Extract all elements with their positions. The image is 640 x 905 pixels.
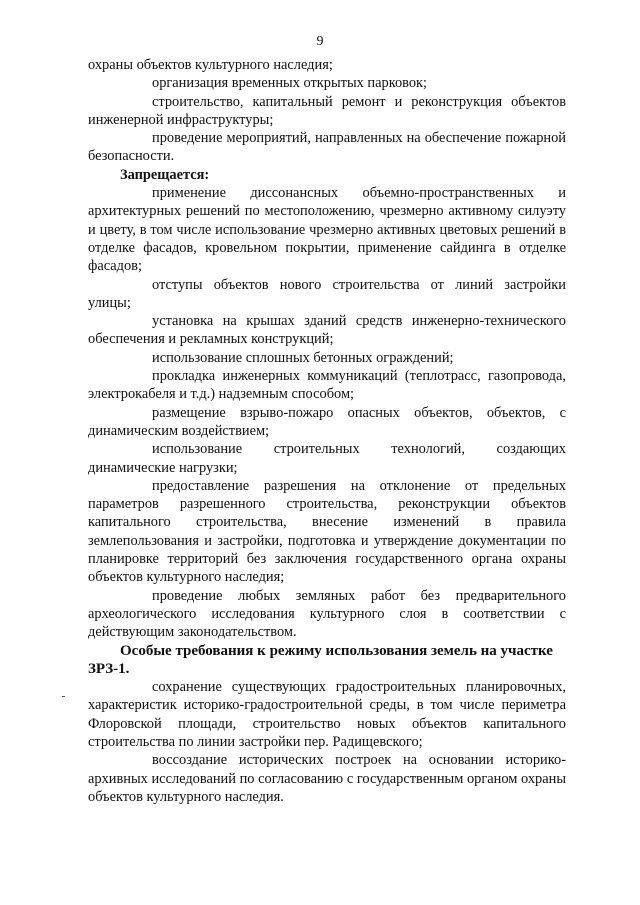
heading-prohibited: Запрещается: — [120, 166, 210, 183]
prohibited-item: использование сплошных бетонных ограждений; — [152, 349, 454, 366]
prohibited-item: применение диссонансных объемно-пространственных и архитектурных решений по местоположению, чрезмерно активному силуэту и цвету, в том числе использование чрезмерно активных цветовых решений в отделке фасадов, кровельном покрытии, применение сайдинга в отделке фасадов; — [88, 185, 566, 275]
prohibited-item: отступы объектов нового строительства от линий застройки улицы; — [88, 276, 566, 311]
prohibited-item: размещение взрыво-пожаро опасных объектов, объектов, с динамическим воздействием; — [88, 404, 566, 439]
page-number: 9 — [316, 34, 324, 49]
special-item: сохранение существующих градостроительных планировочных, характеристик историко-градостроительной среды, в том числе периметра Флоровской площади, строительство новых объектов капитального строительства по линии застройки пер. Радищевского; — [88, 679, 566, 750]
prohibited-item: предоставление разрешения на отклонение от предельных параметров разрешенного строительства, реконструкции объектов капитального строительства, внесение изменений в правила землепользования и застройки, подготовка и утверждение документации по планировке территорий без заключения государственного органа охраны объектов культурного наследия; — [88, 477, 566, 586]
document-body — [88, 56, 566, 806]
list-item-parking: организация временных открытых парковок; — [152, 75, 428, 92]
prohibited-item: прокладка инженерных коммуникаций (теплотрасс, газопровода, электрокабеля и т.д.) надземным способом; — [88, 368, 566, 403]
paragraph-continuation: охраны объектов культурного наследия; — [88, 57, 333, 73]
prohibited-item: использование строительных технологий, создающих динамические нагрузки; — [88, 441, 566, 476]
prohibited-item: проведение любых земляных работ без предварительного археологического исследования культурного слоя в соответствии с действующим законодательством. — [88, 587, 566, 641]
list-item-infrastructure: строительство, капитальный ремонт и реконструкция объектов инженерной инфраструктуры; — [88, 93, 566, 128]
list-item-fire-safety: проведение мероприятий, направленных на обеспечение пожарной безопасности. — [88, 130, 566, 165]
margin-mark — [62, 696, 65, 697]
prohibited-item: установка на крышах зданий средств инженерно-технического обеспечения и рекламных конструкций; — [88, 313, 566, 348]
heading-special-requirements: Особые требования к режиму использования земель на участке ЗРЗ-1. — [88, 642, 553, 677]
special-item: воссоздание исторических построек на основании историко-архивных исследований по согласованию с государственным органом охраны объектов культурного наследия. — [88, 752, 566, 805]
